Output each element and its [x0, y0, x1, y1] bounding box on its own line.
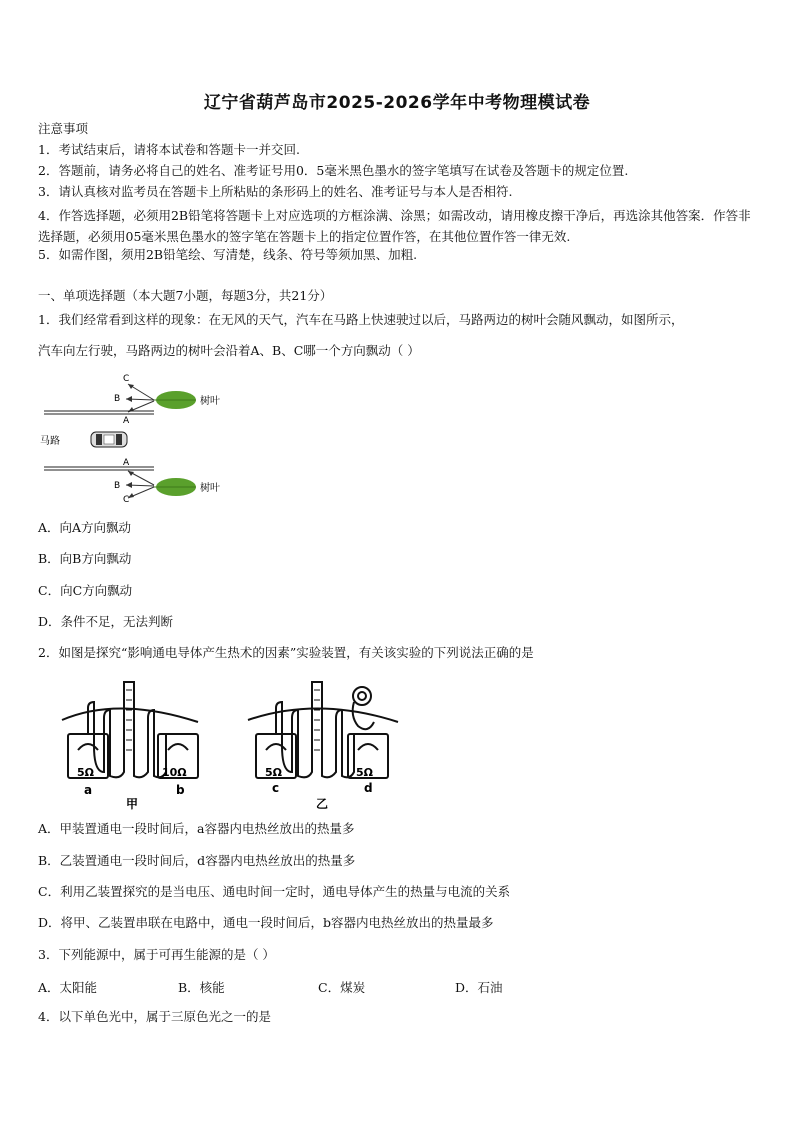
road-label: 马路 [40, 436, 60, 447]
q1-option-a[interactable]: A．向A方向飘动 [38, 520, 132, 535]
yi-label: 乙 [316, 797, 329, 811]
q3-option-b[interactable]: B．核能 [178, 980, 225, 995]
top-label-b: B [114, 394, 121, 404]
bottom-label-b: B [114, 481, 121, 491]
yi-tag-d: d [364, 781, 373, 795]
q3-option-c[interactable]: C．煤炭 [318, 980, 366, 995]
jia-apparatus [62, 682, 198, 778]
jia-label: 甲 [126, 797, 139, 811]
notice-item-3: 3．请认真核对监考员在答题卡上所粘贴的条形码上的姓名、准考证号与本人是否相符. [38, 184, 513, 199]
q3-option-a[interactable]: A．太阳能 [38, 980, 98, 995]
jia-right-resistor: 10Ω [162, 766, 187, 779]
q3-stem: 3．下列能源中，属于可再生能源的是（ ） [38, 947, 275, 962]
q1-option-b[interactable]: B．向B方向飘动 [38, 551, 132, 566]
bottom-label-c: C [123, 495, 130, 503]
top-leaf-label: 树叶 [200, 396, 220, 407]
q2-figure [58, 676, 408, 812]
q2-option-c[interactable]: C．利用乙装置探究的是当电压、通电时间一定时，通电导体产生的热量与电流的关系 [38, 884, 511, 899]
bottom-arrows [126, 471, 154, 498]
q2-stem: 2．如图是探究“影响通电导体产生热术的因素”实验装置，有关该实验的下列说法正确的是 [38, 645, 534, 660]
q2-option-d[interactable]: D．将甲、乙装置串联在电路中，通电一段时间后，b容器内电热丝放出的热量最多 [38, 915, 494, 930]
q1-stem-line1: 1．我们经常看到这样的现象：在无风的天气，汽车在马路上快速驶过以后，马路两边的树叶会随风飘动，如图所示， [38, 312, 684, 327]
notice-item-1: 1．考试结束后，请将本试卷和答题卡一并交回. [38, 142, 300, 157]
q1-option-d[interactable]: D．条件不足，无法判断 [38, 614, 174, 629]
notice-item-4: 4．作答选择题，必须用2B铅笔将答题卡上对应选项的方框涂满、涂黑；如需改动，请用橡皮擦干净后，再选涂其他答案．作答非选择题，必须用05毫米黑色墨水的签字笔在答题卡上的指定位置作答，在其他位置作答一律无效. [38, 208, 751, 244]
top-arrows [126, 384, 154, 412]
notice-item-5: 5．如需作图，须用2B铅笔绘、写清楚，线条、符号等须加黑、加粗. [38, 247, 418, 262]
q1-option-c[interactable]: C．向C方向飘动 [38, 583, 133, 598]
jia-tag-b: b [176, 783, 185, 797]
yi-tag-c: c [272, 781, 280, 795]
yi-left-resistor: 5Ω [265, 766, 283, 779]
q4-stem: 4．以下单色光中，属于三原色光之一的是 [38, 1009, 271, 1024]
section-heading: 一、单项选择题（本大题7小题，每题3分，共21分） [38, 288, 333, 303]
yi-right-resistor: 5Ω [356, 766, 374, 779]
yi-apparatus [248, 682, 398, 778]
jia-tag-a: a [84, 783, 93, 797]
notice-item-2: 2．答题前，请务必将自己的姓名、准考证号用0．5毫米黑色墨水的签字笔填写在试卷及答题卡的规定位置. [38, 163, 629, 178]
q2-option-b[interactable]: B．乙装置通电一段时间后，d容器内电热丝放出的热量多 [38, 853, 356, 868]
top-label-a: A [123, 416, 130, 426]
q1-figure [36, 368, 236, 503]
bottom-leaf-label: 树叶 [200, 483, 220, 494]
q1-stem-line2: 汽车向左行驶，马路两边的树叶会沿着A、B、C哪一个方向飘动（ ） [38, 343, 420, 358]
page-title: 辽宁省葫芦岛市2025-2026学年中考物理模试卷 [203, 93, 591, 113]
q2-option-a[interactable]: A．甲装置通电一段时间后，a容器内电热丝放出的热量多 [38, 821, 355, 836]
bottom-label-a: A [123, 458, 130, 468]
car-icon [91, 432, 127, 447]
q3-option-d[interactable]: D．石油 [455, 980, 503, 995]
top-label-c: C [123, 374, 130, 384]
jia-left-resistor: 5Ω [77, 766, 95, 779]
notice-heading: 注意事项 [38, 121, 89, 136]
